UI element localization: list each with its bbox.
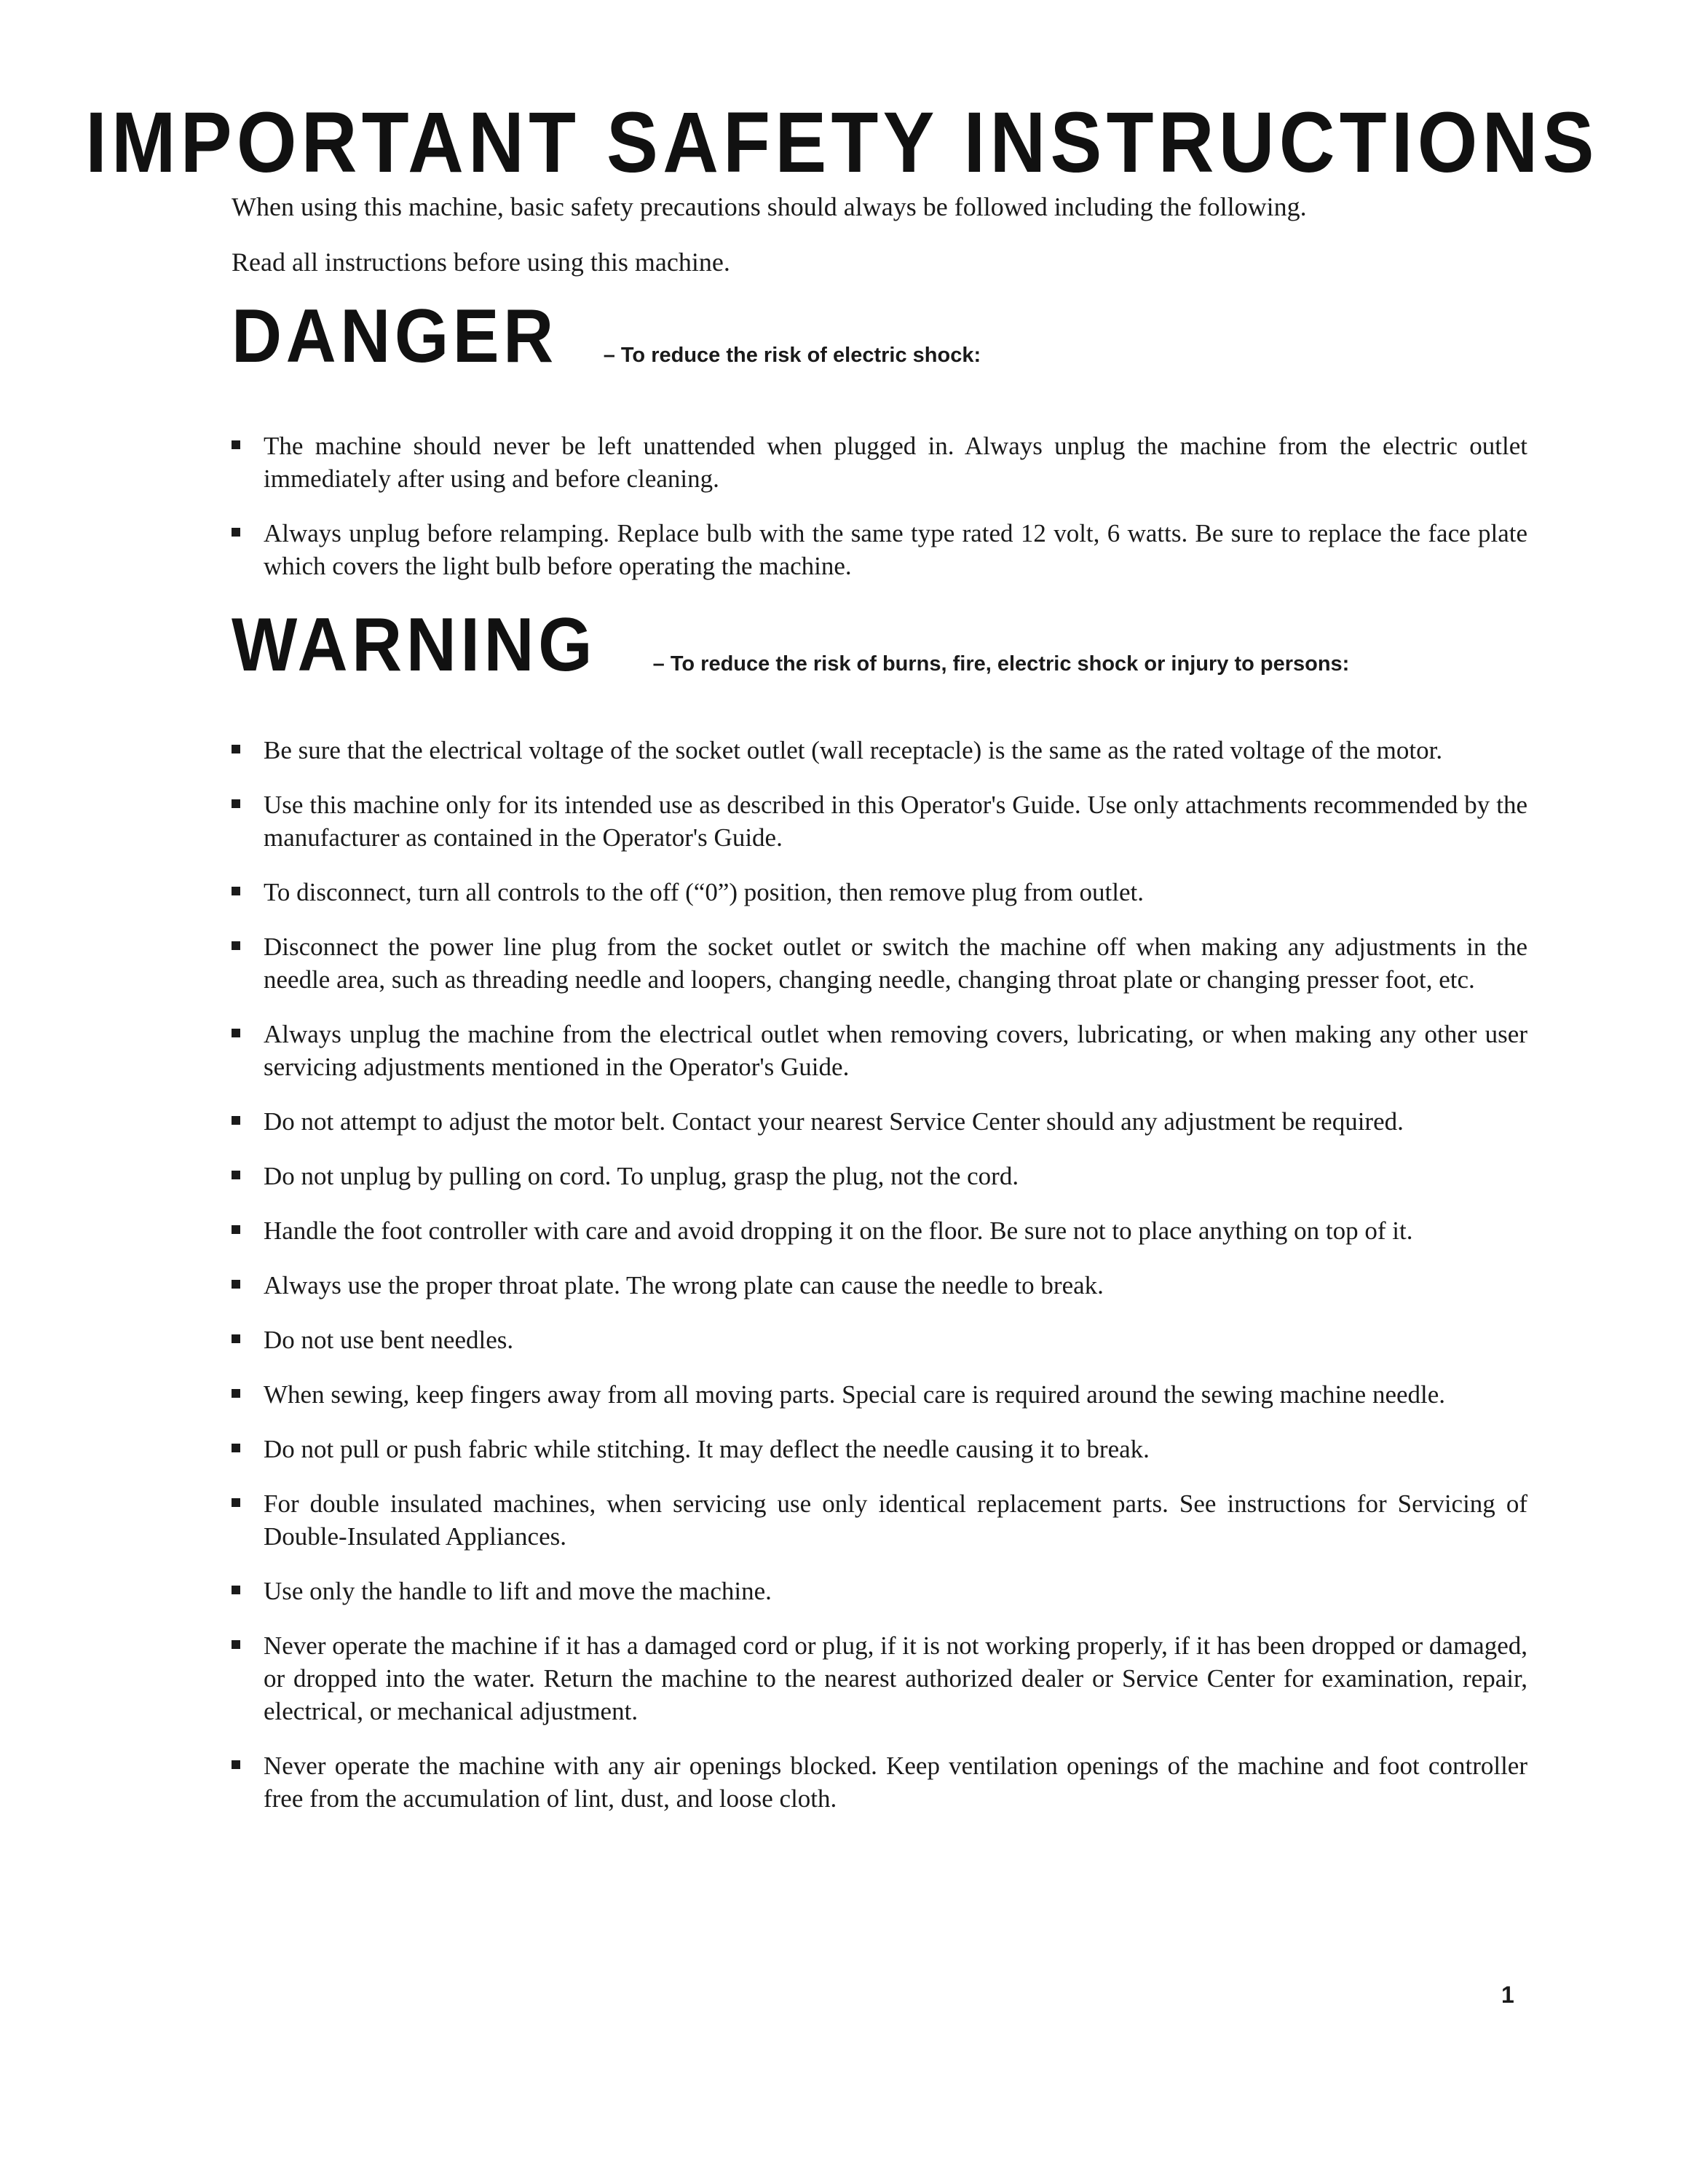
list-item — [232, 1749, 1527, 1815]
list-item — [232, 1433, 1527, 1465]
list-item-text: Do not use bent needles. — [264, 1326, 514, 1354]
bullet-icon — [232, 1116, 240, 1125]
list-item-text: For double insulated machines, when servicing use only identical replacement parts. See instructions for Servicing of Double-Insulated Appliances. — [264, 1489, 1527, 1551]
bullet-icon — [232, 887, 240, 895]
list-item-text: Use this machine only for its intended use as described in this Operator's Guide. Use only attachments recommended by the manufacturer as contained in the Operator's Guide. — [264, 791, 1527, 852]
list-item-text: Do not pull or push fabric while stitching. It may deflect the needle causing it to break. — [264, 1435, 1150, 1463]
bullet-icon — [232, 745, 240, 753]
list-item — [232, 517, 1527, 582]
list-item-text: The machine should never be left unattended when plugged in. Always unplug the machine from the electric outlet immediately after using and before cleaning. — [264, 432, 1527, 493]
intro-line-2: Read all instructions before using this machine. — [232, 248, 730, 277]
list-item-text: Handle the foot controller with care and avoid dropping it on the floor. Be sure not to place anything on top of it. — [264, 1216, 1413, 1245]
bullet-icon — [232, 1640, 240, 1649]
bullet-icon — [232, 1444, 240, 1452]
warning-subheading: – To reduce the risk of burns, fire, electric shock or injury to persons: — [652, 652, 1350, 676]
list-item-text: Be sure that the electrical voltage of the socket outlet (wall receptacle) is the same as the rated voltage of the motor. — [264, 736, 1443, 764]
warning-heading: WARNING — [232, 603, 597, 687]
list-item — [232, 930, 1527, 996]
bullet-icon — [232, 1029, 240, 1037]
bullet-icon — [232, 799, 240, 808]
list-item-text: Always unplug the machine from the electrical outlet when removing covers, lubricating, or when making any other user servicing adjustments mentioned in the Operator's Guide. — [264, 1020, 1527, 1081]
list-item-text: Never operate the machine with any air openings blocked. Keep ventilation openings of the machine and foot controller free from the accumulation of lint, dust, and loose cloth. — [264, 1752, 1527, 1813]
bullet-icon — [232, 1280, 240, 1289]
list-item — [232, 1160, 1527, 1192]
bullet-icon — [232, 440, 240, 449]
bullet-icon — [232, 1498, 240, 1507]
list-item — [232, 788, 1527, 854]
list-item-text: Never operate the machine if it has a damaged cord or plug, if it is not working properly, if it has been dropped or damaged, or dropped into the water. Return the machine to the nearest authorized dealer or Service Center for examination, repair, electrical, or mechanical adjustment. — [264, 1631, 1527, 1725]
bullet-icon — [232, 1171, 240, 1179]
list-item-text: Use only the handle to lift and move the machine. — [264, 1577, 772, 1605]
bullet-icon — [232, 1760, 240, 1769]
bullet-icon — [232, 528, 240, 537]
danger-heading: DANGER — [232, 294, 558, 379]
bullet-icon — [232, 1389, 240, 1398]
bullet-icon — [232, 1225, 240, 1234]
page-number: 1 — [1501, 1982, 1514, 2008]
list-item — [232, 430, 1527, 495]
bullet-icon — [232, 1586, 240, 1594]
list-item — [232, 876, 1527, 909]
list-item — [232, 1105, 1527, 1138]
intro-line-1: When using this machine, basic safety precautions should always be followed including the following. — [232, 192, 1307, 221]
list-item-text: Do not attempt to adjust the motor belt. Contact your nearest Service Center should any adjustment be required. — [264, 1107, 1404, 1136]
list-item — [232, 1018, 1527, 1083]
list-item — [232, 1214, 1527, 1247]
list-item-text: Always use the proper throat plate. The wrong plate can cause the needle to break. — [264, 1271, 1104, 1299]
list-item — [232, 1378, 1527, 1411]
list-item-text: Disconnect the power line plug from the socket outlet or switch the machine off when making any adjustments in the needle area, such as threading needle and loopers, changing needle, changing throat plate or changing presser foot, etc. — [264, 933, 1527, 994]
list-item-text: To disconnect, turn all controls to the off (“0”) position, then remove plug from outlet. — [264, 878, 1144, 906]
warning-heading-row — [232, 603, 1350, 687]
page-title: IMPORTANT SAFETY INSTRUCTIONS — [85, 95, 1599, 191]
list-item — [232, 1575, 1527, 1607]
bullet-icon — [232, 1334, 240, 1343]
danger-list — [232, 430, 1527, 582]
list-item-text: Do not unplug by pulling on cord. To unplug, grasp the plug, not the cord. — [264, 1162, 1019, 1190]
danger-heading-row — [232, 294, 981, 379]
list-item-text: Always unplug before relamping. Replace bulb with the same type rated 12 volt, 6 watts. Be sure to replace the face plate which covers the light bulb before operating the machine. — [264, 519, 1527, 580]
list-item — [232, 1487, 1527, 1553]
list-item — [232, 1629, 1527, 1728]
bullet-icon — [232, 941, 240, 950]
danger-subheading: – To reduce the risk of electric shock: — [603, 344, 981, 367]
list-item-text: When sewing, keep fingers away from all moving parts. Special care is required around the sewing machine needle. — [264, 1380, 1446, 1409]
list-item — [232, 1324, 1527, 1356]
list-item — [232, 734, 1527, 767]
warning-list — [232, 734, 1527, 1815]
list-item — [232, 1269, 1527, 1302]
